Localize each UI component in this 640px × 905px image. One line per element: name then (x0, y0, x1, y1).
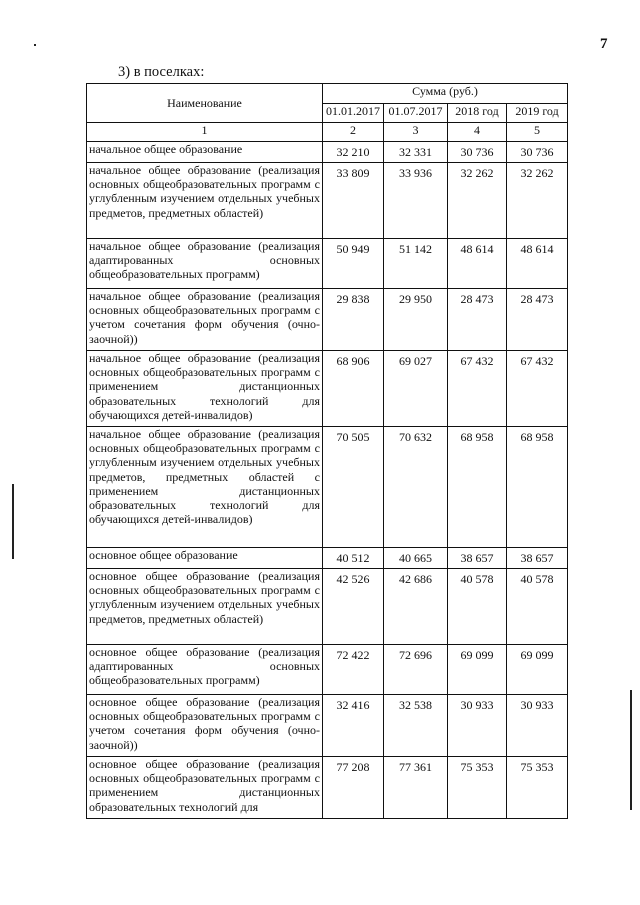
row-value: 42 526 (323, 569, 384, 645)
row-value: 75 353 (507, 757, 568, 819)
scan-mark (12, 484, 14, 559)
row-value: 33 809 (323, 163, 384, 239)
row-value: 32 331 (384, 142, 448, 163)
row-value: 29 838 (323, 289, 384, 351)
row-value: 32 262 (507, 163, 568, 239)
row-value: 50 949 (323, 239, 384, 289)
header-row (87, 84, 568, 104)
row-name: начальное общее образование (реализация адаптированных основных общеобразовательных программ) (87, 239, 323, 289)
period-header: 2018 год (448, 104, 507, 123)
row-name: начальное общее образование (реализация основных общеобразовательных программ с применением дистанционных образовательных технологий для обучающихся детей-инвалидов) (87, 351, 323, 427)
row-value: 68 958 (507, 427, 568, 548)
row-name: основное общее образование (87, 548, 323, 569)
table-row (87, 548, 568, 569)
row-value: 48 614 (448, 239, 507, 289)
row-name: начальное общее образование (реализация основных общеобразовательных программ с углубленным изучением отдельных учебных предметов, предметных областей) (87, 163, 323, 239)
column-number: 5 (507, 123, 568, 142)
row-value: 72 696 (384, 645, 448, 695)
column-number: 3 (384, 123, 448, 142)
period-header: 01.07.2017 (384, 104, 448, 123)
row-value: 40 512 (323, 548, 384, 569)
row-value: 38 657 (448, 548, 507, 569)
row-value: 67 432 (507, 351, 568, 427)
column-number-row (87, 123, 568, 142)
row-name: начальное общее образование (реализация основных общеобразовательных программ с учетом сочетания форм обучения (очно-заочной)) (87, 289, 323, 351)
row-value: 30 933 (448, 695, 507, 757)
row-value: 32 538 (384, 695, 448, 757)
row-value: 69 027 (384, 351, 448, 427)
row-value: 40 578 (448, 569, 507, 645)
table-row (87, 569, 568, 645)
scan-mark (630, 690, 632, 810)
row-name: основное общее образование (реализация основных общеобразовательных программ с углубленным изучением отдельных учебных предметов, предметных областей) (87, 569, 323, 645)
row-name: начальное общее образование (87, 142, 323, 163)
scan-dot (34, 44, 36, 46)
row-value: 51 142 (384, 239, 448, 289)
row-value: 68 906 (323, 351, 384, 427)
table-row (87, 757, 568, 819)
row-value: 40 665 (384, 548, 448, 569)
column-number: 1 (87, 123, 323, 142)
row-name: начальное общее образование (реализация основных общеобразовательных программ с углубленным изучением отдельных учебных предметов, предметных областей с применением дистанционных образовательных технологий для обучающихся детей-инвалидов) (87, 427, 323, 548)
section-title: 3) в поселках: (118, 64, 205, 80)
row-value: 77 208 (323, 757, 384, 819)
column-number: 2 (323, 123, 384, 142)
row-value: 38 657 (507, 548, 568, 569)
row-value: 48 614 (507, 239, 568, 289)
row-value: 32 210 (323, 142, 384, 163)
row-value: 68 958 (448, 427, 507, 548)
table-row (87, 427, 568, 548)
name-header: Наименование (87, 84, 323, 123)
row-value: 77 361 (384, 757, 448, 819)
row-value: 33 936 (384, 163, 448, 239)
table-row (87, 695, 568, 757)
row-value: 30 736 (507, 142, 568, 163)
row-value: 69 099 (507, 645, 568, 695)
page-number: 7 (600, 36, 608, 52)
row-value: 67 432 (448, 351, 507, 427)
row-value: 70 632 (384, 427, 448, 548)
row-value: 40 578 (507, 569, 568, 645)
row-value: 42 686 (384, 569, 448, 645)
table-row (87, 351, 568, 427)
row-value: 29 950 (384, 289, 448, 351)
row-value: 28 473 (507, 289, 568, 351)
table-row (87, 645, 568, 695)
row-value: 72 422 (323, 645, 384, 695)
row-value: 69 099 (448, 645, 507, 695)
table-row (87, 289, 568, 351)
row-name: основное общее образование (реализация основных общеобразовательных программ с учетом сочетания форм обучения (очно-заочной)) (87, 695, 323, 757)
row-value: 75 353 (448, 757, 507, 819)
row-value: 70 505 (323, 427, 384, 548)
row-value: 28 473 (448, 289, 507, 351)
period-header: 2019 год (507, 104, 568, 123)
table-row (87, 239, 568, 289)
column-number: 4 (448, 123, 507, 142)
sum-header: Сумма (руб.) (323, 84, 568, 104)
funding-table (86, 83, 568, 819)
table-row (87, 142, 568, 163)
row-value: 32 416 (323, 695, 384, 757)
table-row (87, 163, 568, 239)
row-name: основное общее образование (реализация адаптированных основных общеобразовательных программ) (87, 645, 323, 695)
row-value: 30 736 (448, 142, 507, 163)
row-name: основное общее образование (реализация основных общеобразовательных программ с применением дистанционных образовательных технологий для (87, 757, 323, 819)
period-header: 01.01.2017 (323, 104, 384, 123)
row-value: 32 262 (448, 163, 507, 239)
row-value: 30 933 (507, 695, 568, 757)
